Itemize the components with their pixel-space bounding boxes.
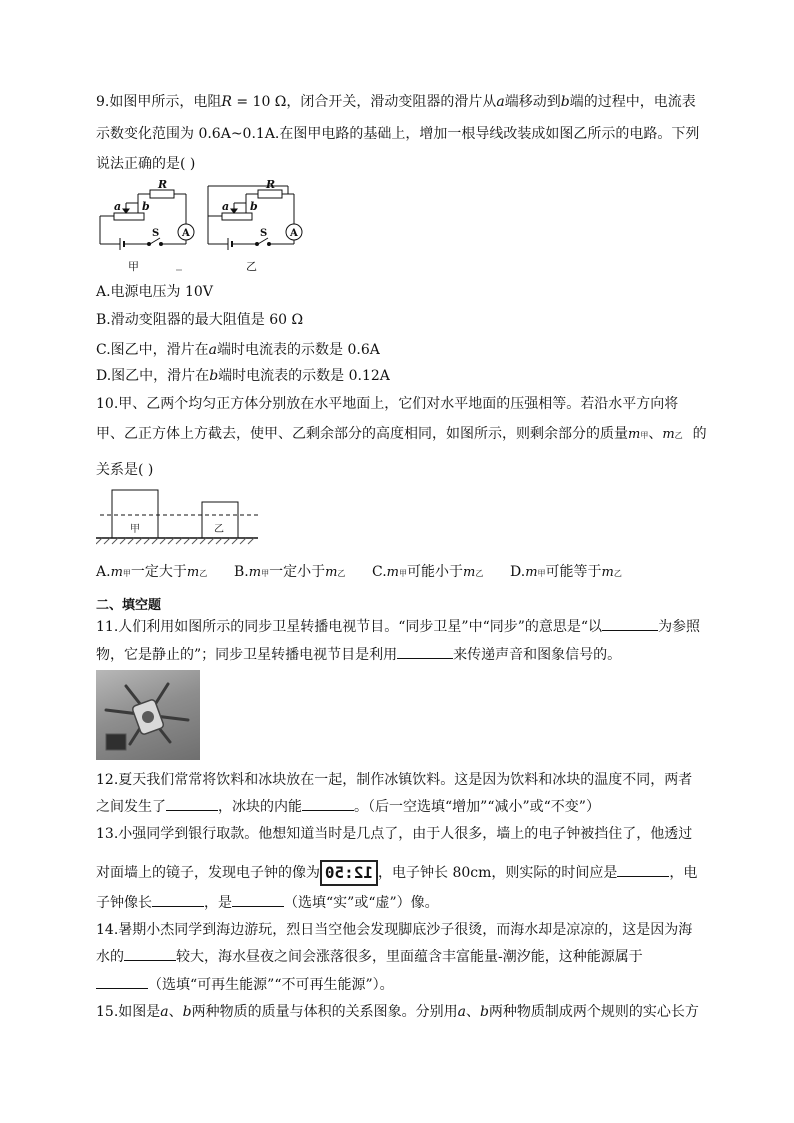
label-jia: 甲 <box>128 260 139 273</box>
q10-option-b <box>234 562 345 584</box>
q9-option-d-text: D.图乙中，滑片在 <box>96 368 210 384</box>
q11-line2 <box>96 644 621 665</box>
q9-option-b: B.滑动变阻器的最大阻值是 60 Ω <box>96 312 304 328</box>
q10-line3: 关系是( ) <box>96 462 154 478</box>
rheostat <box>114 213 144 220</box>
mass-symbol: m <box>186 565 200 580</box>
clock-image <box>320 860 378 886</box>
clock-digits: 12:50 <box>324 863 373 882</box>
separator: 、 <box>465 1004 480 1020</box>
q10-option-a <box>96 562 207 584</box>
q9-option-c-text: C.图乙中，滑片在 <box>96 342 209 358</box>
mass-symbol: m <box>628 427 641 442</box>
q12-line1: 12.夏天我们常常将饮料和冰块放在一起，制作冰镇饮料。这是因为饮料和冰块的温度不同，两者 <box>96 772 693 788</box>
satellite-photo <box>96 670 200 760</box>
rheostat <box>222 213 252 220</box>
q9-line2: 示数变化范围为 0.6A~0.1A.在图甲电路的基础上，增加一根导线改装成如图乙所示的电路。下列 <box>96 126 700 142</box>
q9-option-c-text: 端时电流表的示数是 0.6A <box>217 342 380 358</box>
q12-text: ，冰块的内能 <box>218 799 302 815</box>
answer-blank[interactable] <box>397 644 453 659</box>
mass-subscript: 甲 <box>261 569 270 578</box>
separator: 、 <box>168 1004 183 1020</box>
q11-line1 <box>96 616 700 637</box>
mass-subscript: 甲 <box>399 569 407 578</box>
q10-option-c <box>372 562 483 584</box>
mass-subscript: 乙 <box>337 569 346 578</box>
end-b-symbol: b <box>209 368 219 384</box>
mass-symbol: m <box>662 427 675 442</box>
answer-blank[interactable] <box>96 974 148 989</box>
answer-blank[interactable] <box>124 946 176 961</box>
substance-b: b <box>182 1004 192 1020</box>
answer-blank[interactable] <box>617 862 669 877</box>
q14-line2 <box>96 946 643 967</box>
q9-option-c <box>96 340 380 360</box>
mass-subscript: 乙 <box>199 569 208 578</box>
q13-line1: 13.小强同学到银行取款。他想知道当时是几点了，由于人很多，墙上的电子钟被挡住了，他透过 <box>96 826 693 842</box>
mass-subscript: 甲 <box>640 431 649 440</box>
mass-subscript: 乙 <box>475 569 484 578</box>
end-a-symbol: a <box>208 342 218 358</box>
cube-yi-label: 乙 <box>214 524 224 535</box>
answer-blank[interactable] <box>602 616 658 631</box>
q13-text: 对面墙上的镜子，发现电子钟的像为 <box>96 865 320 881</box>
q9-option-d-text: 端时电流表的示数是 0.12A <box>218 368 390 384</box>
option-letter: D. <box>510 564 526 580</box>
answer-blank[interactable] <box>302 796 354 811</box>
q9-text: = 10 Ω，闭合开关，滑动变阻器的滑片从 <box>231 94 497 110</box>
q9-line3: 说法正确的是( ) <box>96 156 196 172</box>
label-b: b <box>142 200 150 213</box>
label-b: b <box>250 200 258 213</box>
section-heading: 二、填空题 <box>96 598 162 613</box>
q13-text: ，电子钟长 80cm，则实际的时间应是 <box>378 865 618 881</box>
q13-line2 <box>96 858 697 888</box>
q15-text: 两种物质制成两个规则的实心长方 <box>488 1004 699 1020</box>
q9-option-a: A.电源电压为 10V <box>96 284 213 300</box>
substance-b: b <box>479 1004 489 1020</box>
mass-subscript: 甲 <box>537 569 546 578</box>
q10-text: 的 <box>692 426 707 442</box>
label-ammeter: A <box>290 228 298 239</box>
answer-blank[interactable] <box>152 892 204 907</box>
q10-line2 <box>96 424 707 446</box>
circuit-yi <box>208 186 302 250</box>
mass-symbol: m <box>248 565 262 580</box>
mass-subscript: 乙 <box>674 431 683 440</box>
option-text: 可能等于 <box>545 564 602 580</box>
q14-text: （选填“可再生能源”“不可再生能源”）。 <box>148 977 394 993</box>
separator: 、 <box>648 426 663 442</box>
q9-text: 端移动到 <box>504 94 561 110</box>
mass-subscript: 乙 <box>613 569 622 578</box>
resistor-r <box>258 190 282 198</box>
q13-text: ，是 <box>204 895 232 911</box>
option-text: 一定大于 <box>130 564 187 580</box>
label-a: a <box>114 200 122 213</box>
label-s: S <box>260 228 268 239</box>
q10-text: 甲、乙正方体上方截去，使甲、乙剩余部分的高度相同，如图所示，则剩余部分的质量 <box>96 426 628 442</box>
label-r: R <box>266 178 276 191</box>
label-r: R <box>158 178 168 191</box>
resistor-r <box>150 190 174 198</box>
q14-text: 较大，海水昼夜之间会涨落很多，里面蕴含丰富能量-潮汐能，这种能源属于 <box>176 949 643 965</box>
q9-text: 9.如图甲所示，电阻 <box>96 94 222 110</box>
mass-symbol: m <box>525 565 538 580</box>
mass-symbol: m <box>386 565 399 580</box>
q11-text: 11.人们利用如图所示的同步卫星转播电视节目。“同步卫星”中“同步”的意思是“以 <box>96 619 603 635</box>
mass-symbol: m <box>325 565 338 580</box>
q12-line2 <box>96 796 600 817</box>
q15-text: 15.如图是 <box>96 1004 161 1020</box>
mass-symbol: m <box>601 565 614 580</box>
q11-text: 为参照 <box>658 619 701 635</box>
q14-line1: 14.暑期小杰同学到海边游玩，烈日当空他会发现脚底沙子很烫，而海水却是凉凉的，这是因为海 <box>96 922 693 938</box>
q13-text: （选填“实”或“虚”）像。 <box>284 895 439 911</box>
q10-line1: 10.甲、乙两个均匀正方体分别放在水平地面上，它们对水平地面的压强相等。若沿水平方向将 <box>96 396 679 412</box>
q9-line1 <box>96 92 696 112</box>
circuit-jia <box>100 190 194 250</box>
label-yi: 乙 <box>246 260 257 273</box>
q15-text: 两种物质的质量与体积的关系图象。分别用 <box>191 1004 458 1020</box>
mass-subscript: 甲 <box>122 569 131 578</box>
cubes-figure <box>96 488 266 548</box>
circuit-figures <box>96 178 316 278</box>
answer-blank[interactable] <box>232 892 284 907</box>
q11-text: 物，它是静止的”；同步卫星转播电视节目是利用 <box>96 647 398 663</box>
option-text: 可能小于 <box>407 564 463 580</box>
q9-option-d <box>96 366 390 386</box>
q13-line3 <box>96 892 439 913</box>
label-a: a <box>222 200 230 213</box>
q12-text: 。（后一空选填“增加”“减小”或“不变”） <box>354 799 600 815</box>
substance-a: a <box>160 1004 169 1020</box>
cube-jia-label: 甲 <box>130 524 140 535</box>
q13-text: 子钟像长 <box>96 895 152 911</box>
q14-text: 水的 <box>96 949 124 965</box>
satellite-icon <box>96 670 200 760</box>
q15-line1 <box>96 1002 699 1022</box>
resistor-symbol: R <box>221 94 232 110</box>
end-a-symbol: a <box>496 94 505 110</box>
option-letter: B. <box>234 564 249 580</box>
end-b-symbol: b <box>560 94 570 110</box>
q10-option-d <box>510 562 622 584</box>
q9-text: 端的过程中，电流表 <box>569 94 696 110</box>
mass-symbol: m <box>463 565 476 580</box>
substance-a: a <box>457 1004 466 1020</box>
option-text: 一定小于 <box>269 564 326 580</box>
q13-text: ，电 <box>669 865 698 881</box>
q11-text: 来传递声音和图象信号的。 <box>453 647 622 663</box>
q12-text: 之间发生了 <box>96 799 166 815</box>
option-letter: A. <box>96 564 111 580</box>
answer-blank[interactable] <box>166 796 218 811</box>
label-ammeter: A <box>182 228 190 239</box>
q14-line3 <box>96 974 394 995</box>
label-s: S <box>152 228 160 239</box>
option-letter: C. <box>372 564 387 580</box>
mass-symbol: m <box>110 565 123 580</box>
